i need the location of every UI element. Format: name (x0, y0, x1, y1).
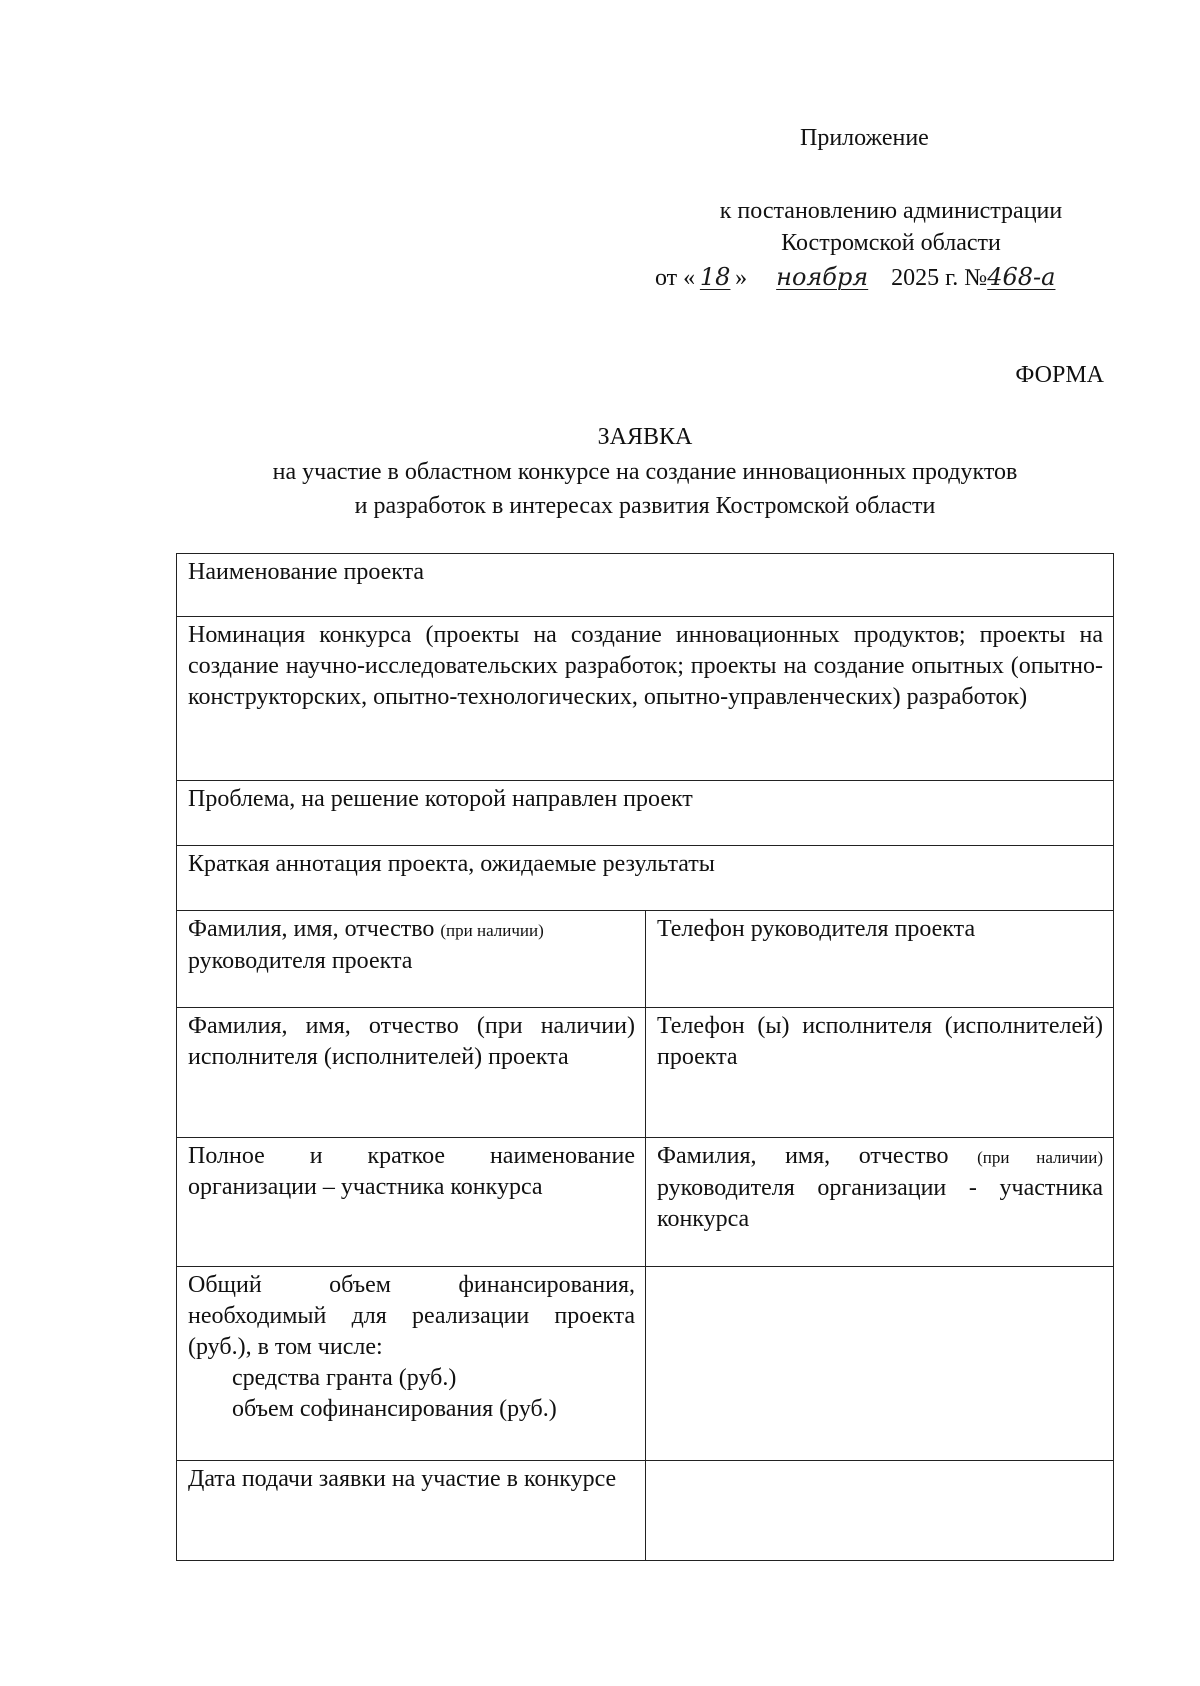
decree-date-line (655, 262, 1097, 294)
table-row (177, 781, 1114, 846)
field-organization-name: Полное и краткое наименование организации – участника конкурса (177, 1138, 646, 1267)
leader-name-label: Фамилия, имя, отчество (188, 916, 435, 942)
table-row (177, 846, 1114, 911)
field-leader-name (177, 911, 646, 1008)
table-row (177, 911, 1114, 1008)
org-head-label: Фамилия, имя, отчество (657, 1143, 949, 1169)
leader-name-note: (при наличии) (440, 921, 544, 940)
leader-name-label-cont: руководителя проекта (188, 948, 413, 974)
field-nomination: Номинация конкурса (проекты на создание инновационных продуктов; проекты на создание научно-исследовательских разработок; проекты на создание опытных (опытно-конструкторских, опытно-технологических, опытно-управленческих) разработок) (177, 617, 1114, 781)
handwritten-month: ноября (776, 263, 869, 291)
field-annotation: Краткая аннотация проекта, ожидаемые результаты (177, 846, 1114, 911)
document-subtitle-line-2: и разработок в интересах развития Костромской области (354, 493, 936, 519)
field-funding (177, 1267, 646, 1461)
table-row (177, 617, 1114, 781)
table-row (177, 1008, 1114, 1138)
field-submission-date: Дата подачи заявки на участие в конкурсе (177, 1461, 646, 1561)
table-row (177, 1267, 1114, 1461)
application-form-table (176, 553, 1114, 1561)
document-title: ЗАЯВКА (597, 424, 693, 450)
funding-grant-label: средства гранта (руб.) (232, 1365, 457, 1391)
date-quote-close: » (735, 265, 748, 291)
org-head-note: (при наличии) (977, 1148, 1104, 1167)
date-year: 2025 г. № (891, 265, 988, 291)
field-project-name: Наименование проекта (177, 554, 1114, 617)
table-row (177, 554, 1114, 617)
handwritten-day: 18 (699, 263, 731, 291)
funding-cofinancing-label: объем софинансирования (руб.) (232, 1396, 557, 1422)
handwritten-decree-number: 468-а (987, 263, 1056, 291)
date-prefix: от « (655, 265, 696, 291)
field-funding-value (646, 1267, 1114, 1461)
org-head-label-cont: руководителя организации - участника конкурса (657, 1175, 1103, 1232)
appendix-region: Костромской области (781, 230, 1001, 256)
document-subtitle-line-1: на участие в областном конкурсе на создание инновационных продуктов (272, 459, 1018, 485)
field-problem: Проблема, на решение которой направлен проект (177, 781, 1114, 846)
field-submission-date-value (646, 1461, 1114, 1561)
field-executor-name: Фамилия, имя, отчество (при наличии) исполнителя (исполнителей) проекта (177, 1008, 646, 1138)
field-organization-head (646, 1138, 1114, 1267)
field-leader-phone: Телефон руководителя проекта (646, 911, 1114, 1008)
appendix-reference: к постановлению администрации (719, 198, 1063, 224)
field-executor-phone: Телефон (ы) исполнителя (исполнителей) проекта (646, 1008, 1114, 1138)
form-label: ФОРМА (1015, 362, 1104, 388)
funding-main-label: Общий объем финансирования, необходимый для реализации проекта (руб.), в том числе: (188, 1272, 635, 1360)
table-row (177, 1461, 1114, 1561)
table-row (177, 1138, 1114, 1267)
appendix-title: Приложение (800, 125, 929, 151)
